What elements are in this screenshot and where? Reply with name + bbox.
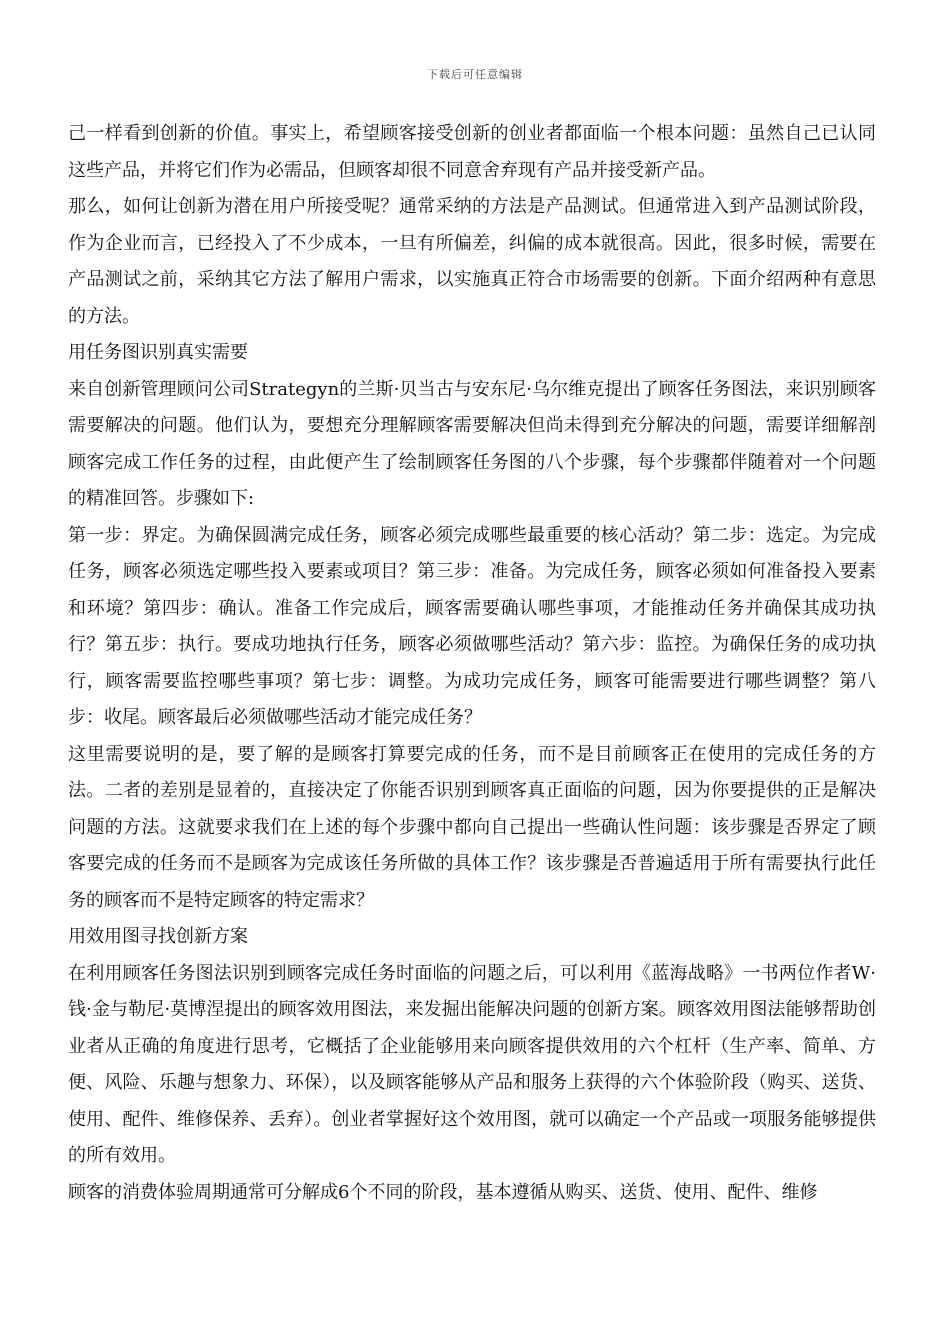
document-body	[68, 116, 876, 1211]
paragraph-3: 来自创新管理顾问公司Strategyn的兰斯·贝当古与安东尼·乌尔维克提出了顾客任务图法，来识别顾客需要解决的问题。他们认为，要想充分理解顾客需要解决但尚未得到充分解决的问题，需要详细解剖顾客完成工作任务的过程，由此便产生了绘制顾客任务图的八个步骤，每个步骤都伴随着对一个问题的精准回答。步骤如下:	[68, 378, 876, 509]
paragraph-2: 那么，如何让创新为潜在用户所接受呢？通常采纳的方法是产品测试。但通常进入到产品测试阶段，作为企业而言，已经投入了不少成本，一旦有所偏差，纠偏的成本就很高。因此，很多时候，需要在产品测试之前，采纳其它方法了解用户需求，以实施真正符合市场需要的创新。下面介绍两种有意思的方法。	[68, 196, 876, 327]
paragraph-steps: 第一步：界定。为确保圆满完成任务，顾客必须完成哪些最重要的核心活动？第二步：选定。为完成任务，顾客必须选定哪些投入要素或项目？第三步：准备。为完成任务，顾客必须如何准备投入要素和环境？第四步：确认。准备工作完成后，顾客需要确认哪些事项，才能推动任务并确保其成功执行？第五步：执行。要成功地执行任务，顾客必须做哪些活动？第六步：监控。为确保任务的成功执行，顾客需要监控哪些事项？第七步：调整。为成功完成任务，顾客可能需要进行哪些调整？第八步：收尾。顾客最后必须做哪些活动才能完成任务？	[68, 524, 876, 728]
section-heading-utility-map: 用效用图寻找创新方案	[68, 926, 248, 947]
paragraph-6: 在利用顾客任务图法识别到顾客完成任务时面临的问题之后，可以利用《蓝海战略》一书两位作者W·钱·金与勒尼·莫博涅提出的顾客效用图法，来发掘出能解决问题的创新方案。顾客效用图法能够帮助创业者从正确的角度进行思考，它概括了企业能够用来向顾客提供效用的六个杠杆（生产率、简单、方便、风险、乐趣与想象力、环保），以及顾客能够从产品和服务上获得的六个体验阶段（购买、送货、使用、配件、维修保养、丢弃）。创业者掌握好这个效用图，就可以确定一个产品或一项服务能够提供的所有效用。	[68, 962, 876, 1166]
section-heading-task-map: 用任务图识别真实需要	[68, 342, 248, 363]
paragraph-7: 顾客的消费体验周期通常可分解成6个不同的阶段，基本遵循从购买、送货、使用、配件、维修	[68, 1181, 818, 1203]
paragraph-1: 己一样看到创新的价值。事实上，希望顾客接受创新的创业者都面临一个根本问题：虽然自己已认同这些产品，并将它们作为必需品，但顾客却很不同意舍弃现有产品并接受新产品。	[68, 123, 876, 181]
paragraph-5: 这里需要说明的是，要了解的是顾客打算要完成的任务，而不是目前顾客正在使用的完成任务的方法。二者的差别是显着的，直接决定了你能否识别到顾客真正面临的问题，因为你要提供的正是解决问题的方法。这就要求我们在上述的每个步骤中都向自己提出一些确认性问题：该步骤是否界定了顾客要完成的任务而不是顾客为完成该任务所做的具体工作？该步骤是否普遍适用于所有需要执行此任务的顾客而不是特定顾客的特定需求？	[68, 743, 876, 911]
page-header-note: 下载后可任意编辑	[427, 68, 523, 81]
